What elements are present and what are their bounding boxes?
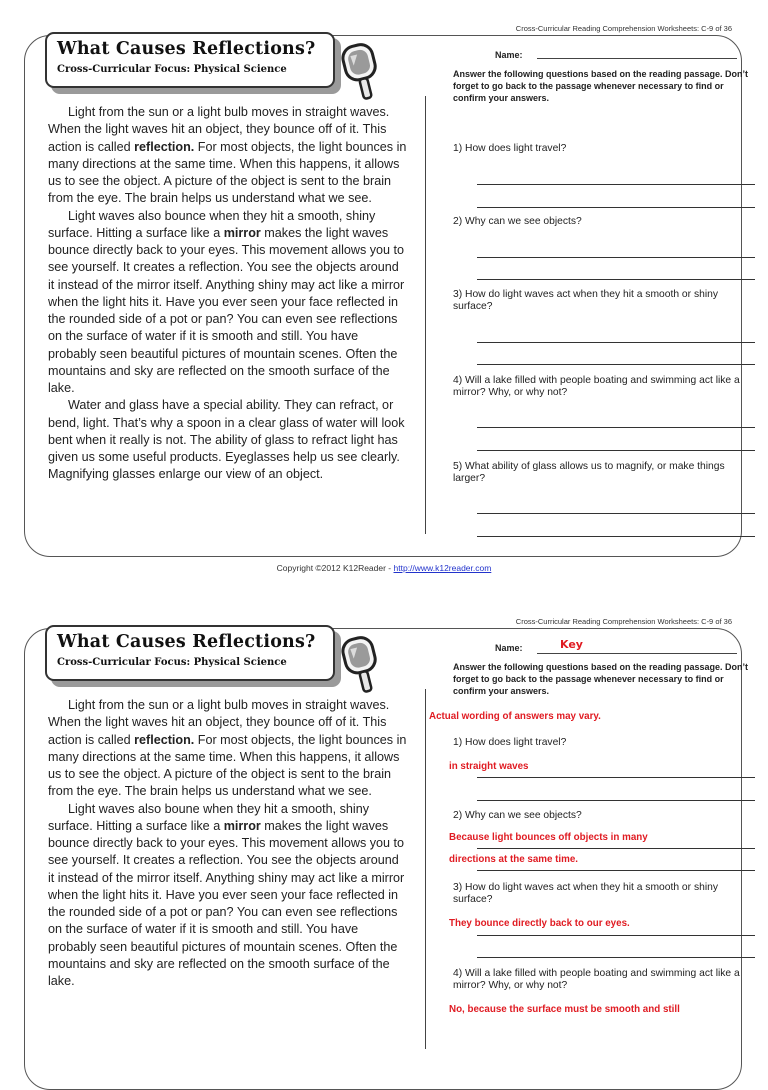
answer-1: in straight waves [449,761,529,772]
worksheet-title: What Causes Reflections? [57,39,316,59]
worksheet-subtitle: Cross-Curricular Focus: Physical Science [57,657,287,668]
answer-line [477,364,755,365]
worksheet-panel [24,628,749,1090]
series-label: Cross-Curricular Reading Comprehension Worksheets: C-9 of 36 [515,24,732,33]
column-divider [425,96,426,534]
passage-paragraph: Light from the sun or a light bulb moves in straight waves. When the light waves hit an object, they bounce off of it. This action is called reflection. For most objects, the light bounces in many directions at the same time. When this happens, it allows us to see the object. A picture of the object is sent to the brain from the eye. The brain helps us understand what we see. [48,105,407,206]
series-label: Cross-Curricular Reading Comprehension Worksheets: C-9 of 36 [515,617,732,626]
name-line [537,58,737,59]
column-divider [425,689,426,1049]
worksheet-title: What Causes Reflections? [57,632,316,652]
answer-line [477,536,755,537]
reading-passage [48,697,408,990]
answer-line [477,257,755,258]
copyright: Copyright ©2012 K12Reader - http://www.k12reader.com [276,563,492,573]
instructions: Answer the following questions based on the reading passage. Don’t forget to go back to the passage whenever necessary to find or confirm your answers. [453,662,749,696]
question-1: 1) How does light travel? [453,143,567,154]
passage-paragraph: Water and glass have a special ability. They can refract, or bend, light. That’s why a spoon in a clear glass of water will look bent when it really is not. The ability of glass to refract light has given us some useful products. Eyeglasses help us see clearly. Magnifying glasses enlarge our view of an object. [48,398,405,482]
worksheet-page-key [0,612,768,1024]
answer-line [477,800,755,801]
reading-passage [48,104,408,484]
question-1: 1) How does light travel? [453,737,567,748]
passage-paragraph: Light waves also boune when they hit a smooth, shiny surface. Hitting a surface like a mirror makes the light waves bounce directly back to your eyes. This movement allows you to see yourself. It creates a reflection. You see the objects around it instead of the mirror itself. Anything shiny may act like a mirror when the light hits it. Have you ever seen your face reflected in the rounded side of a pot or pan? You can even see reflections on the surface of water if it is smooth and still. You have probably seen beautiful pictures of mountain scenes. Often the mountains and sky are reflected on the smooth surface of the lake. [48,801,405,988]
answer-2-line-1: Because light bounces off objects in many [449,832,648,843]
answer-line [477,184,755,185]
question-4: 4) Will a lake filled with people boating and swimming act like a mirror? Why, or why not? [453,375,740,398]
name-value: Key [560,638,583,651]
title-box [45,625,335,681]
name-line [537,653,737,654]
worksheet-panel [24,35,749,557]
answer-line [477,450,755,451]
answer-line [477,279,755,280]
passage-paragraph: Light from the sun or a light bulb moves in straight waves. When the light waves hit an object, they bounce off of it. This action is called reflection. For most objects, the light bounces in many directions at the same time. When this happens, it allows us to see the object. A picture of the object is sent to the brain from the eye. The brain helps us understand what we see. [48,698,407,799]
k12reader-link[interactable]: http://www.k12reader.com [393,563,492,573]
answer-line [477,777,755,778]
question-5: 5) What ability of glass allows us to magnify, or make things larger? [453,461,725,484]
instructions: Answer the following questions based on the reading passage. Don’t forget to go back to the passage whenever necessary to find or confirm your answers. [453,69,749,103]
name-label: Name: [495,643,523,653]
answer-4-line-1: No, because the surface must be smooth and still [449,1004,680,1015]
answer-line [477,207,755,208]
answer-line [477,935,755,936]
name-label: Name: [495,50,523,60]
worksheet-subtitle: Cross-Curricular Focus: Physical Science [57,64,287,75]
hand-mirror-icon [341,42,381,102]
question-2: 2) Why can we see objects? [453,810,582,821]
hand-mirror-icon [341,635,381,695]
question-3: 3) How do light waves act when they hit a smooth or shiny surface? [453,882,718,905]
title-box [45,32,335,88]
answer-3: They bounce directly back to our eyes. [449,918,630,929]
answer-line [477,342,755,343]
question-3: 3) How do light waves act when they hit a smooth or shiny surface? [453,289,718,312]
answer-line [477,957,755,958]
answer-note: Actual wording of answers may vary. [429,711,601,722]
answer-line [477,870,755,871]
passage-paragraph: Light waves also bounce when they hit a smooth, shiny surface. Hitting a surface like a mirror makes the light waves bounce directly back to your eyes. This movement allows you to see yourself. It creates a reflection. You see the objects around it instead of the mirror itself. Anything shiny may act like a mirror when the light hits it. Have you ever seen your face reflected in the rounded side of a pot or pan? You can even see reflections on the surface of water if it is smooth and still. You have probably seen beautiful pictures of mountain scenes. Often the mountains and sky are reflected on the smooth surface of the lake. [48,208,405,395]
answer-line [477,513,755,514]
answer-line [477,427,755,428]
question-2: 2) Why can we see objects? [453,216,582,227]
question-4: 4) Will a lake filled with people boating and swimming act like a mirror? Why, or why not? [453,968,740,991]
answer-line [477,848,755,849]
answer-2-line-2: directions at the same time. [449,854,579,865]
